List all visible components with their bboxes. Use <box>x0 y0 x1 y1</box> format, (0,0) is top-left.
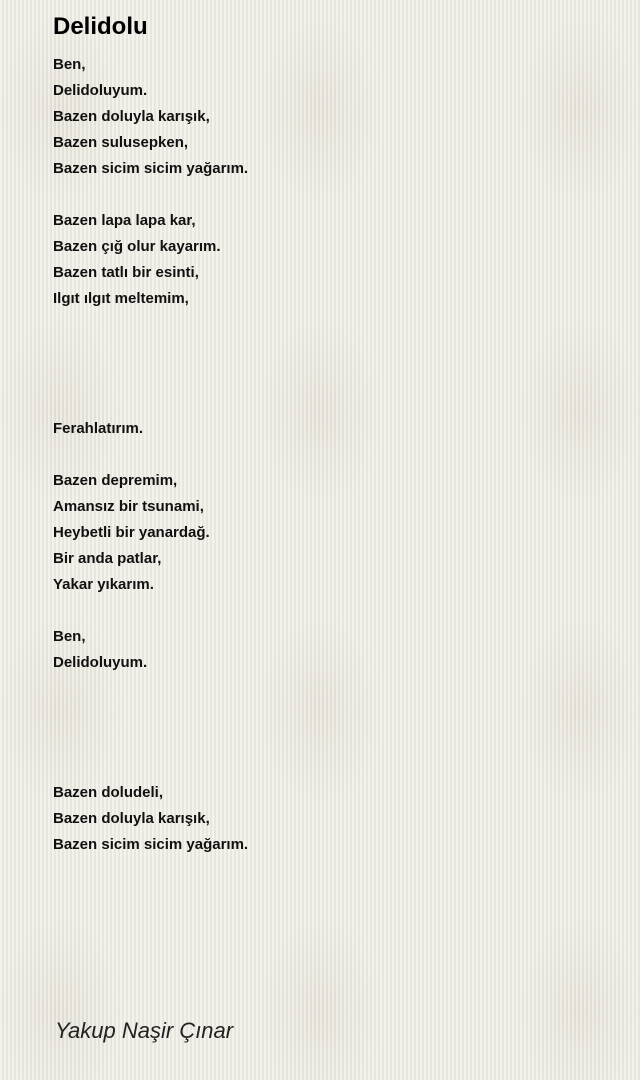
poem-line <box>53 312 248 338</box>
poem-line <box>53 598 248 624</box>
poem-line: Bazen lapa lapa kar, <box>53 212 196 229</box>
poem-line: Bazen sulusepken, <box>53 134 189 151</box>
poem-line: Ben, <box>53 628 86 645</box>
poem-line: Bazen doludeli, <box>53 784 164 801</box>
poem-line <box>53 442 248 468</box>
poem-line: Yakar yıkarım. <box>53 576 154 593</box>
poem-line: Ferahlatırım. <box>53 420 144 437</box>
poem-line <box>53 182 248 208</box>
poem-line: Bir anda patlar, <box>53 550 162 567</box>
poem-line: Amansız bir tsunami, <box>53 498 204 515</box>
poem-line: Bazen çığ olur kayarım. <box>53 238 221 255</box>
poem-line: Delidoluyum. <box>53 82 148 99</box>
poem-line: Bazen doluyla karışık, <box>53 108 210 125</box>
poem-line <box>53 702 248 728</box>
poem-title: Delidolu <box>53 13 148 40</box>
poem-line: Delidoluyum. <box>53 654 148 671</box>
poem-line: Bazen depremim, <box>53 472 178 489</box>
poem-line: Bazen sicim sicim yağarım. <box>53 160 249 177</box>
poem-line <box>53 338 248 364</box>
poem-line <box>53 364 248 390</box>
poem-line: Bazen tatlı bir esinti, <box>53 264 199 281</box>
poem-line: Ilgıt ılgıt meltemim, <box>53 290 189 307</box>
poem-line <box>53 676 248 702</box>
poem-line: Heybetli bir yanardağ. <box>53 524 210 541</box>
poem-line <box>53 754 248 780</box>
poem-body <box>53 52 248 858</box>
poem-line <box>53 390 248 416</box>
poem-line: Bazen doluyla karışık, <box>53 810 210 827</box>
poem-line: Ben, <box>53 56 86 73</box>
poem-line: Bazen sicim sicim yağarım. <box>53 836 249 853</box>
poem-line <box>53 728 248 754</box>
poem-author: Yakup Naşir Çınar <box>55 1018 234 1043</box>
